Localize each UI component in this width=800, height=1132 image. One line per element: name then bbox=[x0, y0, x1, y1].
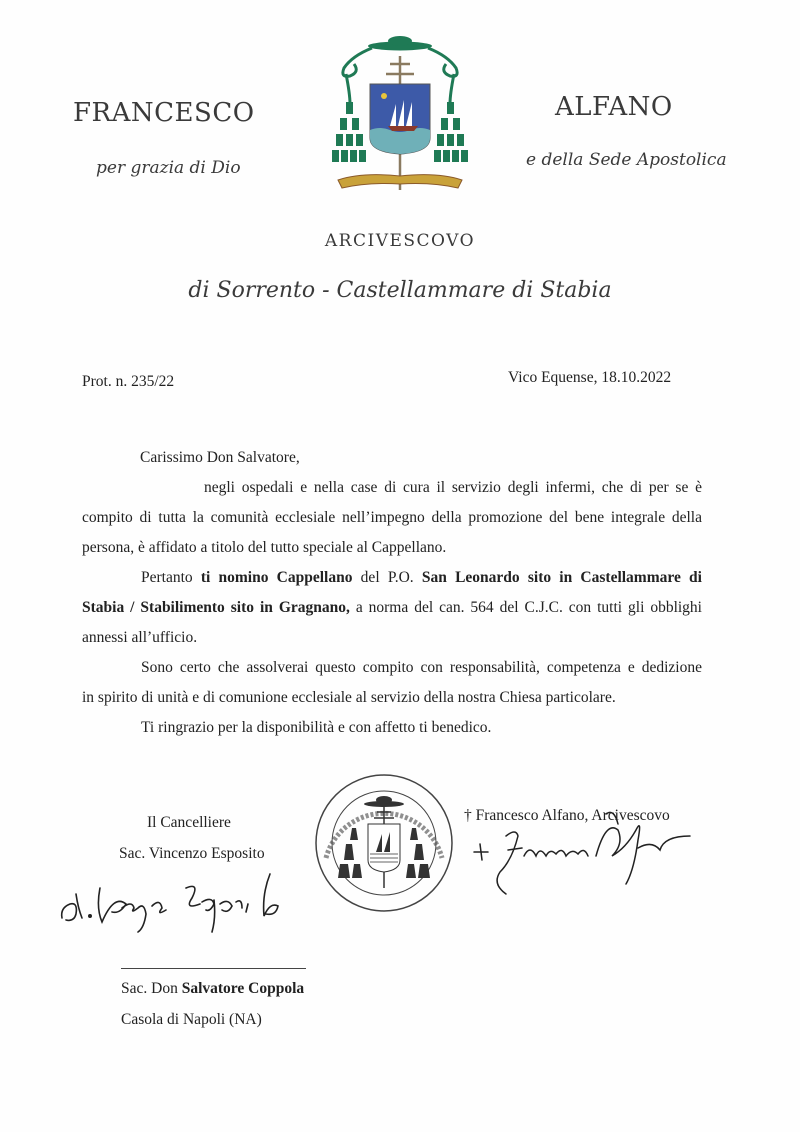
paragraph-1-line-3: persona, è affidato a titolo del tutto speciale al Cappellano. bbox=[82, 539, 447, 556]
text-run: Pertanto bbox=[141, 569, 201, 586]
place-date: Vico Equense, 18.10.2022 bbox=[508, 369, 672, 386]
tassels-right-icon bbox=[434, 102, 468, 162]
chancellor-role: Il Cancelliere bbox=[147, 814, 231, 831]
recipient-prefix: Sac. Don bbox=[121, 980, 182, 997]
archbishop-signature bbox=[466, 800, 696, 900]
chancellor-signature bbox=[56, 858, 296, 938]
title-archbishop: ARCIVESCOVO bbox=[324, 231, 476, 251]
paragraph-2-line-2 bbox=[82, 593, 702, 623]
paragraph-3-line-1: Sono certo che assolverai questo compito con responsabilità, competenza e dedizione bbox=[141, 659, 702, 676]
closing-blessing: Ti ringrazio per la disponibilità e con affetto ti benedico. bbox=[141, 719, 492, 736]
diocese-name: di Sorrento - Castellammare di Stabia bbox=[188, 278, 612, 303]
paragraph-1-line-2: compito di tutta la comunità ecclesiale nell’impegno della promozione del bene integrale della bbox=[82, 509, 702, 526]
header-right-subtitle: e della Sede Apostolica bbox=[526, 150, 727, 170]
paragraph-1 bbox=[82, 473, 702, 563]
appointment-emphasis: ti nomino Cappellano bbox=[200, 569, 353, 586]
paragraph-2-line-1 bbox=[82, 563, 702, 593]
paragraph-3-line-2: in spirito di unità e di comunione ecclesiale al servizio della nostra Chiesa particolare. bbox=[82, 689, 616, 706]
header-left-subtitle: per grazia di Dio bbox=[96, 158, 241, 178]
recipient-location: Casola di Napoli (NA) bbox=[121, 1011, 262, 1028]
paragraph-1-line-1: negli ospedali e nella case di cura il servizio degli infermi, che di per se è bbox=[204, 479, 702, 496]
archbishop-signature-line: † Francesco Alfano, Arcivescovo bbox=[464, 807, 670, 824]
galero-hat-icon bbox=[368, 36, 432, 51]
recipient-name bbox=[121, 980, 304, 998]
facility-emphasis: Stabia / Stabilimento sito in Gragnano, bbox=[82, 599, 350, 616]
paragraph-3 bbox=[82, 653, 702, 713]
salutation: Carissimo Don Salvatore, bbox=[140, 449, 300, 466]
protocol-number: Prot. n. 235/22 bbox=[82, 373, 175, 390]
chancellor-name: Sac. Vincenzo Esposito bbox=[119, 845, 265, 862]
hospital-emphasis: San Leonardo sito in Castellammare di bbox=[421, 569, 702, 586]
paragraph-2 bbox=[82, 563, 702, 653]
divider-line bbox=[121, 968, 306, 969]
recipient-name-bold: Salvatore Coppola bbox=[181, 980, 305, 997]
tassels-left-icon bbox=[332, 102, 366, 162]
header-first-name: FRANCESCO bbox=[73, 98, 255, 128]
header-last-name: ALFANO bbox=[555, 92, 673, 122]
archdiocese-seal bbox=[304, 768, 464, 918]
shield-icon bbox=[370, 84, 430, 154]
text-run: a norma del can. 564 del C.J.C. con tutti gli obblighi bbox=[349, 599, 702, 616]
text-run: del P.O. bbox=[352, 569, 422, 586]
paragraph-2-line-3: annessi all’ufficio. bbox=[82, 629, 198, 646]
coat-of-arms-logo bbox=[332, 34, 468, 194]
